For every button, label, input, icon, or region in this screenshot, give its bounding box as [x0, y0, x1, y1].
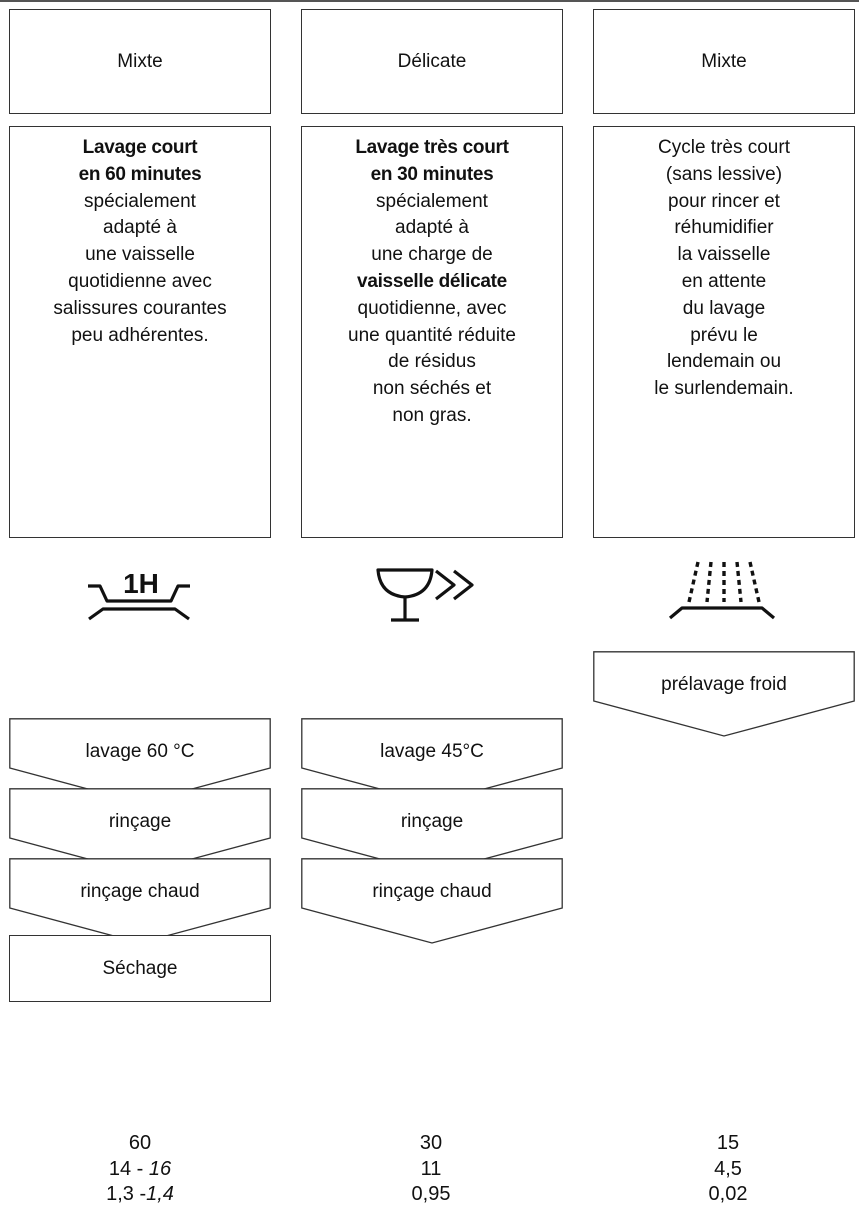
process-step-label: rinçage — [400, 811, 464, 832]
description-line: adapté à — [395, 217, 469, 239]
description-line: spécialement — [84, 190, 196, 212]
delicate-glass-fast-icon — [374, 565, 502, 625]
description-line: en 60 minutes — [78, 163, 202, 185]
description-line: spécialement — [376, 190, 488, 212]
process-step-chevron — [301, 858, 563, 948]
description-line: Cycle très court — [658, 137, 790, 158]
description-line: lendemain ou — [666, 351, 782, 373]
duration-value: 60 — [128, 1132, 152, 1154]
energy-min: 1,3 - — [106, 1183, 147, 1205]
water-max: 16 — [148, 1157, 172, 1180]
duration-value: 30 — [419, 1132, 443, 1154]
energy-value: 0,02 — [708, 1183, 748, 1205]
description-line: quotidienne avec — [68, 270, 212, 292]
description-line: une charge de — [371, 244, 493, 266]
top-rule — [0, 0, 859, 2]
program-type-label: Mixte — [117, 50, 163, 72]
description-line: non séchés et — [372, 378, 492, 400]
one-hour-icon-text: 1H — [123, 568, 159, 599]
program-type-box — [301, 9, 563, 114]
duration-value: 15 — [716, 1132, 740, 1154]
description-line: le surlendemain. — [654, 378, 794, 400]
energy-max: 1,4 — [146, 1183, 174, 1205]
process-step-label: lavage 45°C — [380, 741, 484, 762]
description-line: du lavage — [682, 297, 766, 319]
water-value — [40, 1157, 240, 1183]
description-line: quotidienne, avec — [357, 297, 507, 319]
water-min: 14 - — [108, 1157, 144, 1180]
process-step-label: lavage 60 °C — [85, 741, 195, 762]
process-step-label: rinçage chaud — [80, 881, 200, 902]
drying-step-box — [9, 935, 271, 1002]
process-step-chevron — [593, 651, 855, 741]
energy-value: 0,95 — [411, 1183, 451, 1205]
description-line: une vaisselle — [85, 244, 195, 266]
description-line: prévu le — [690, 324, 758, 346]
description-line: (sans lessive) — [665, 163, 783, 185]
process-step-label: rinçage — [108, 811, 172, 832]
program-type-box — [9, 9, 271, 114]
program-stats — [40, 1131, 240, 1208]
description-line: en attente — [681, 270, 767, 292]
water-value: 11 — [420, 1157, 442, 1180]
program-description-box — [9, 126, 271, 538]
description-line: la vaisselle — [677, 244, 771, 266]
program-type-label: Mixte — [701, 50, 747, 72]
description-line: de résidus — [388, 351, 476, 373]
description-line: non gras. — [392, 404, 472, 426]
program-stats — [331, 1131, 531, 1208]
description-line: vaisselle délicate — [357, 270, 507, 292]
program-stats — [628, 1131, 828, 1208]
program-type-box — [593, 9, 855, 114]
water-value: 4,5 — [714, 1157, 742, 1180]
description-line: salissures courantes — [53, 297, 227, 319]
description-line: Lavage court — [82, 137, 198, 158]
process-step-label: rinçage chaud — [372, 881, 492, 902]
description-line: pour rincer et — [668, 190, 780, 212]
description-line: peu adhérentes. — [71, 324, 209, 346]
process-step-label: prélavage froid — [661, 674, 787, 695]
drying-step-label: Séchage — [102, 957, 178, 979]
program-description-box — [301, 126, 563, 538]
program-type-label: Délicate — [397, 50, 467, 72]
description-line: en 30 minutes — [370, 163, 494, 185]
description-line: Lavage très court — [355, 137, 509, 158]
description-line: une quantité réduite — [348, 324, 516, 346]
program-description-box — [593, 126, 855, 538]
description-line: réhumidifier — [674, 217, 774, 239]
one-hour-wash-icon — [86, 560, 194, 622]
energy-value — [40, 1182, 240, 1208]
description-line: adapté à — [103, 217, 177, 239]
cold-prewash-spray-icon — [668, 558, 776, 622]
